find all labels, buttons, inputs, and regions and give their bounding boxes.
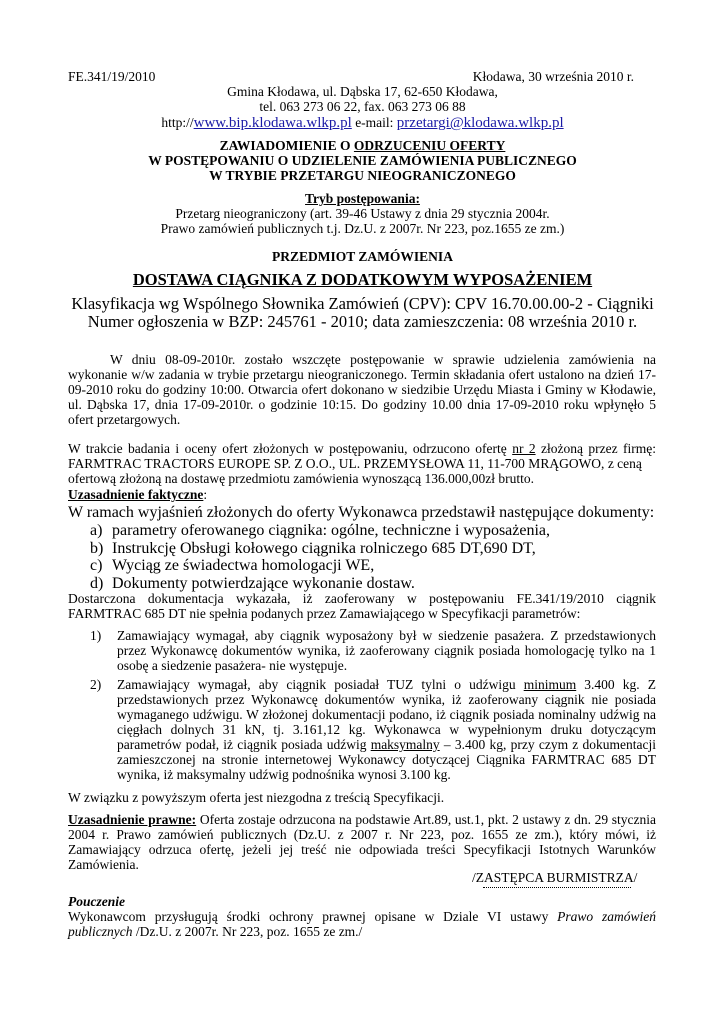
list-item: c) Wyciąg ze świadectwa homologacji WE, <box>90 557 375 574</box>
list-item: 2) Zamawiający wymagał, aby ciągnik posiadał TUZ tylni o udźwigu minimum 3.400 kg. Z przedstawionych przez Wykonawcę dokumentów wynika, iż zaoferowany ciągnik nie posiada wymaganego udźwigu. W złożonej dokumentacji podano, iż ciągnik posiada nominalny udźwig na cięgłach dolnych 31 kN, tj. 3.161,12 kg. Wykonawca w wypełnionym druku dotyczącym parametrów podał, iż ciągnik posiada udźwig maksymalny – 3.400 kg, przy czym z dokumentacji zamieszczonej na stronie internetowej Wykonawcy dotyczącej Ciągnika FARMTRAC 685 DT wynika, iż maksymalny udźwig podnośnika wynosi 3.100 kg. <box>90 677 657 782</box>
subject-heading: PRZEDMIOT ZAMÓWIENIA <box>272 249 453 264</box>
documents-list <box>90 522 690 592</box>
signature-dotted-line <box>483 887 631 888</box>
conclusion: W związku z powyższym oferta jest niezgodna z treścią Specyfikacji. <box>68 790 445 805</box>
cpv-classification: Klasyfikacja wg Wspólnego Słownika Zamówień (CPV): CPV 16.70.00.00-2 - Ciągniki <box>71 294 654 313</box>
deficiency-list <box>90 628 656 673</box>
place-and-date: Kłodawa, 30 września 2010 r. <box>472 69 634 84</box>
contact-line <box>0 114 725 132</box>
act-name: Prawo zamówień publicznych <box>68 909 656 939</box>
list-item: a) parametry oferowanego ciągnika: ogólne, techniczne i wyposażenia, <box>90 522 551 539</box>
offer-price: ofertową złożoną na dostawę przedmiotu zamówienia wynoszącą 136.000,00zł brutto. <box>68 471 534 486</box>
address-line: Gmina Kłodawa, ul. Dąbska 17, 62-650 Kłodawa, <box>227 84 498 99</box>
legal-justification: Uzasadnienie prawne: Oferta zostaje odrzucona na podstawie Art.89, ust.1, pkt. 2 ustawy z dn. 29 stycznia 2004 r. Prawo zamówień publicznych (Dz.U. z 2007 r. Nr 223, poz. 1655 ze zm.), który mówi, iż Zamawiający odrzuca ofertę, jeżeli jej treść nie odpowiada treści Specyfikacji Istotnych Warunków Zamówienia. <box>68 812 657 872</box>
notice-title-underlined: ODRZUCENIU OFERTY <box>353 138 506 153</box>
deficiency-list-2 <box>90 677 656 782</box>
company-name: FARMTRAC TRACTORS EUROPE SP. Z O.O., UL. PRZEMYSŁOWA 11, 11-700 MRĄGOWO, <box>68 456 605 471</box>
notice-title-line2: W POSTĘPOWANIU O UDZIELENIE ZAMÓWIENIA PUBLICZNEGO <box>148 153 577 168</box>
reference-number: FE.341/19/2010 <box>68 69 156 84</box>
documentation-summary: Dostarczona dokumentacja wykazała, iż zaoferowany w postępowaniu FE.341/19/2010 ciągnik FARMTRAC 685 DT nie spełnia podanych przez Zamawiającego w Specyfikacji parametrów: <box>68 591 656 621</box>
list-item: 1) Zamawiający wymagał, aby ciągnik wyposażony był w siedzenie pasażera. Z przedstawionych przez Wykonawcę dokumentów wynika, iż zaoferowany ciągnik posiada homologację tylko na 1 osobę a siedzenie pasażera- nie występuje. <box>90 628 656 673</box>
email-label: e-mail: <box>355 115 394 130</box>
list-item: b) Instrukcję Obsługi kołowego ciągnika rolniczego 685 DT,690 DT, <box>90 539 536 557</box>
legal-heading: Uzasadnienie prawne: <box>68 812 197 827</box>
procedure-line1: Przetarg nieograniczony (art. 39-46 Ustawy z dnia 29 stycznia 2004r. <box>175 206 550 221</box>
offer-number: nr 2 <box>512 441 536 456</box>
bzp-number: Numer ogłoszenia w BZP: 245761 - 2010; data zamieszczenia: 08 września 2010 r. <box>87 312 638 331</box>
proceeding-paragraph: W dniu 08-09-2010r. zostało wszczęte postępowanie w sprawie udzielenia zamówienia na wykonanie w/w zadania w trybie przetargu nieograniczonego. Termin składania ofert ustalono na dzień 17-09-2010 roku do godziny 10:00. Otwarcia ofert dokonano w siedzibie Urzędu Miasta i Gminy w Kłodawie, ul. Dąbska 17, dnia 17-09-2010r. o godzinie 10:15. Do godziny 10.00 dnia 17-09-2010 roku wpłynęło 5 ofert przetargowych. <box>68 352 656 427</box>
notice-title-line3: W TRYBIE PRZETARGU NIEOGRANICZONEGO <box>209 168 516 183</box>
http-prefix: http:// <box>161 115 194 130</box>
factual-heading: Uzasadnienie faktyczne: <box>68 487 208 502</box>
instruction-text: Wykonawcom przysługują środki ochrony prawnej opisane w Dziale VI ustawy Prawo zamówień publicznych /Dz.U. z 2007r. Nr 223, poz. 1655 ze zm./ <box>68 909 656 939</box>
signature: /ZASTĘPCA BURMISTRZA/ <box>472 870 638 885</box>
documents-intro: W ramach wyjaśnień złożonych do oferty Wykonawca przedstawił następujące dokumenty: <box>68 504 655 521</box>
rejection-paragraph: W trakcie badania i oceny ofert złożonych w postępowaniu, odrzucono ofertę nr 2 złożoną przez firmę: FARMTRAC TRACTORS EUROPE SP. Z O.O., UL. PRZEMYSŁOWA 11, 11-700 MRĄGOWO, z ceną ofertową złożoną na dostawę przedmiotu zamówienia wynoszącą 136.000,00zł brutto. <box>68 441 656 486</box>
notice-title-line1: ZAWIADOMIENIE O ODRZUCENIU OFERTY <box>219 138 506 153</box>
subject-name: DOSTAWA CIĄGNIKA Z DODATKOWYM WYPOSAŻENIEM <box>132 270 593 289</box>
website-link[interactable]: www.bip.klodawa.wlkp.pl <box>193 115 352 131</box>
phone-line: tel. 063 273 06 22, fax. 063 273 06 88 <box>259 99 466 114</box>
email-link[interactable]: przetargi@klodawa.wlkp.pl <box>396 115 564 131</box>
procedure-heading: Tryb postępowania: <box>305 191 420 206</box>
procedure-line2: Prawo zamówień publicznych t.j. Dz.U. z 2007r. Nr 223, poz.1655 ze zm.) <box>160 221 565 236</box>
list-item: d) Dokumenty potwierdzające wykonanie dostaw. <box>90 574 415 592</box>
instruction-heading: Pouczenie <box>68 894 125 909</box>
